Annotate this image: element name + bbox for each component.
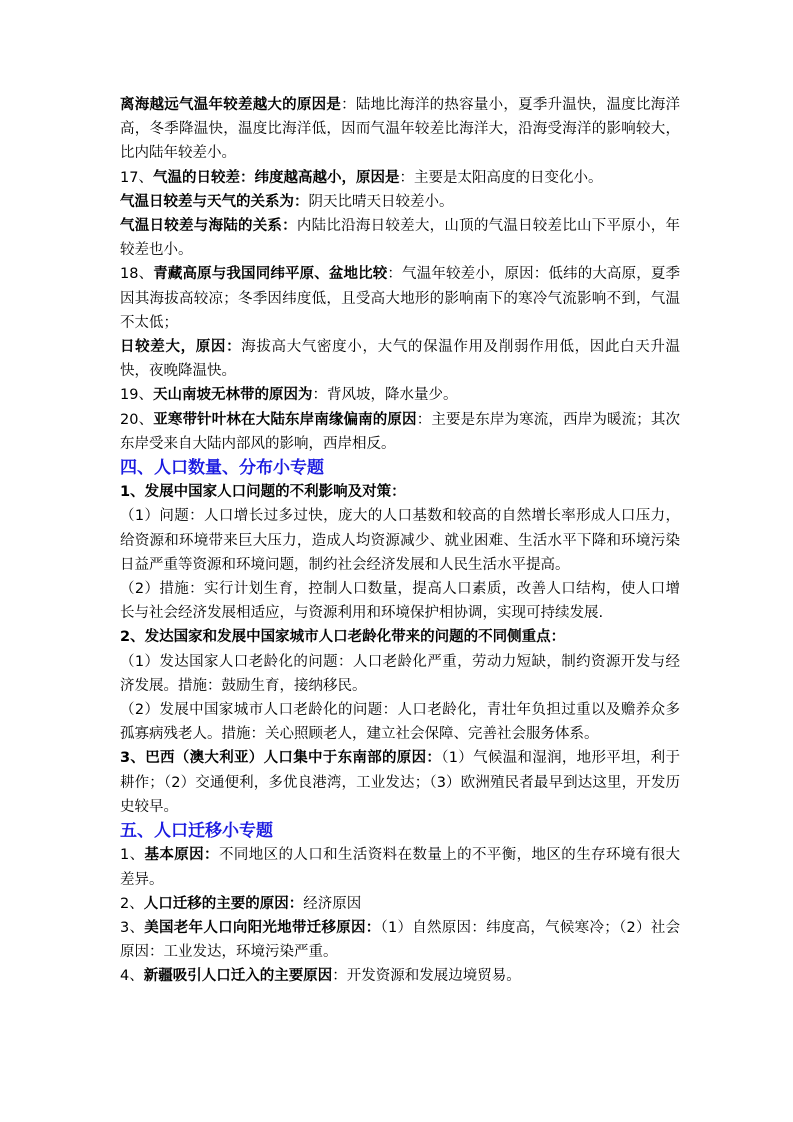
paragraph: [120, 93, 680, 166]
paragraph: [120, 335, 680, 383]
paragraph: [120, 262, 680, 335]
text: （1）自然原因：纬度高，气候寒冷；（2）社会原因：工业发达，环境污染严重。: [120, 919, 681, 961]
paragraph: [120, 504, 680, 577]
text: （1）气候温和湿润，地形平坦，利于耕作；（2）交通便利，多优良港湾，工业发达；（3）欧洲殖民者最早到达这里，开发历史较早。: [120, 750, 680, 815]
bold-text: 气温的日较差：纬度越高越小，原因是: [152, 169, 400, 186]
text: （1）发达国家人口老龄化的问题：人口老龄化严重，劳动力短缺，制约资源开发与经济发展。措施：鼓励生育，接纳移民。: [120, 653, 680, 694]
text: 内陆比沿海日较差大，山顶的气温日较差比山下平原小，年较差也小。: [120, 218, 681, 259]
paragraph: [120, 916, 680, 964]
bold-text: 人口迁移的主要的原因：: [143, 895, 304, 912]
paragraph: [120, 892, 680, 916]
text: ：主要是太阳高度的日变化小。: [399, 169, 603, 186]
paragraph: [120, 746, 680, 819]
text: 2、: [120, 895, 144, 912]
paragraph: [120, 698, 680, 746]
paragraph: [120, 650, 680, 698]
text: 20、: [120, 411, 154, 428]
text: 3、: [120, 919, 145, 936]
paragraph: [120, 480, 680, 504]
paragraph: [120, 577, 680, 625]
text: 不同地区的人口和生活资料在数量上的不平衡，地区的生存环境有很大差异。: [120, 847, 681, 888]
text: 五、人口迁移小专题: [120, 821, 273, 842]
bold-text: 3、巴西（澳大利亚）人口集中于东南部的原因：: [120, 750, 442, 767]
text: 18、: [120, 266, 154, 283]
text: 海拔高大气密度小，大气的保温作用及削弱作用低，因此白天升温快，夜晚降温快。: [120, 339, 681, 380]
paragraph: [120, 383, 680, 407]
text: ：气温年较差小，原因：低纬的大高原，夏季因其海拔高较凉；冬季因纬度低，且受高大地形的影响南下的寒冷气流影响不到，气温不太低；: [120, 266, 681, 331]
text: （1）问题：人口增长过多过快，庞大的人口基数和较高的自然增长率形成人口压力，给资源和环境带来巨大压力，造成人均资源减少、就业困难、生活水平下降和环境污染日益严重等资源和环境问题，制约社会经济发展和人民生活水平提高。: [120, 508, 680, 573]
paragraph: [120, 964, 680, 988]
document-page: [120, 93, 680, 989]
text: （2）发展中国家城市人口老龄化的问题：人口老龄化，青壮年负担过重以及赡养众多孤寡病残老人。措施：关心照顾老人，建立社会保障、完善社会服务体系。: [120, 702, 680, 743]
bold-text: 离海越远气温年较差越大的原因是: [120, 97, 342, 113]
text: 4、: [120, 968, 144, 985]
text: 17、: [120, 169, 153, 186]
bold-text: 美国老年人口向阳光地带迁移原因：: [144, 919, 381, 936]
text: ：陆地比海洋的热容量小，夏季升温快，温度比海洋高，冬季降温快，温度比海洋低，因而气温年较差比海洋大，沿海受海洋的影响较大，比内陆年较差小。: [120, 97, 681, 162]
paragraph: [120, 190, 680, 214]
bold-text: 基本原因：: [144, 847, 219, 864]
bold-text: 气温日较差与天气的关系为：: [120, 193, 309, 210]
text: 阴天比晴天日较差小。: [308, 193, 454, 210]
bold-text: 1、发展中国家人口问题的不利影响及对策：: [120, 484, 406, 501]
paragraph: [120, 408, 680, 456]
bold-text: 亚寒带针叶林在大陆东岸南缘偏南的原因: [153, 411, 417, 428]
bold-text: 日较差大，原因：: [120, 339, 242, 356]
text: 1、: [120, 847, 145, 864]
paragraph: [120, 166, 680, 190]
bold-text: 天山南坡无林带的原因为: [152, 387, 313, 404]
bold-text: 新疆吸引人口迁入的主要原因: [143, 968, 333, 985]
text: ：开发资源和发展边境贸易。: [332, 968, 521, 985]
text: ：背风坡，降水量少。: [312, 387, 458, 404]
text: 四、人口数量、分布小专题: [120, 458, 324, 479]
bold-text: 气温日较差与海陆的关系：: [120, 218, 297, 235]
bold-text: 青藏高原与我国同纬平原、盆地比较: [153, 266, 388, 283]
text: ：主要是东岸为寒流，西岸为暖流；其次东岸受来自大陆内部风的影响，西岸相反。: [120, 411, 681, 452]
section-heading: [120, 456, 680, 480]
section-heading: [120, 819, 680, 843]
paragraph: [120, 214, 680, 262]
paragraph: [120, 625, 680, 649]
paragraph: [120, 843, 680, 891]
text: 经济原因: [303, 895, 362, 912]
text: （2）措施：实行计划生育，控制人口数量，提高人口素质，改善人口结构，使人口增长与社会经济发展相适应，与资源利用和环境保护相协调，实现可持续发展.: [120, 581, 680, 622]
bold-text: 2、发达国家和发展中国家城市人口老龄化带来的问题的不同侧重点：: [120, 629, 566, 646]
text: 19、: [120, 387, 153, 404]
